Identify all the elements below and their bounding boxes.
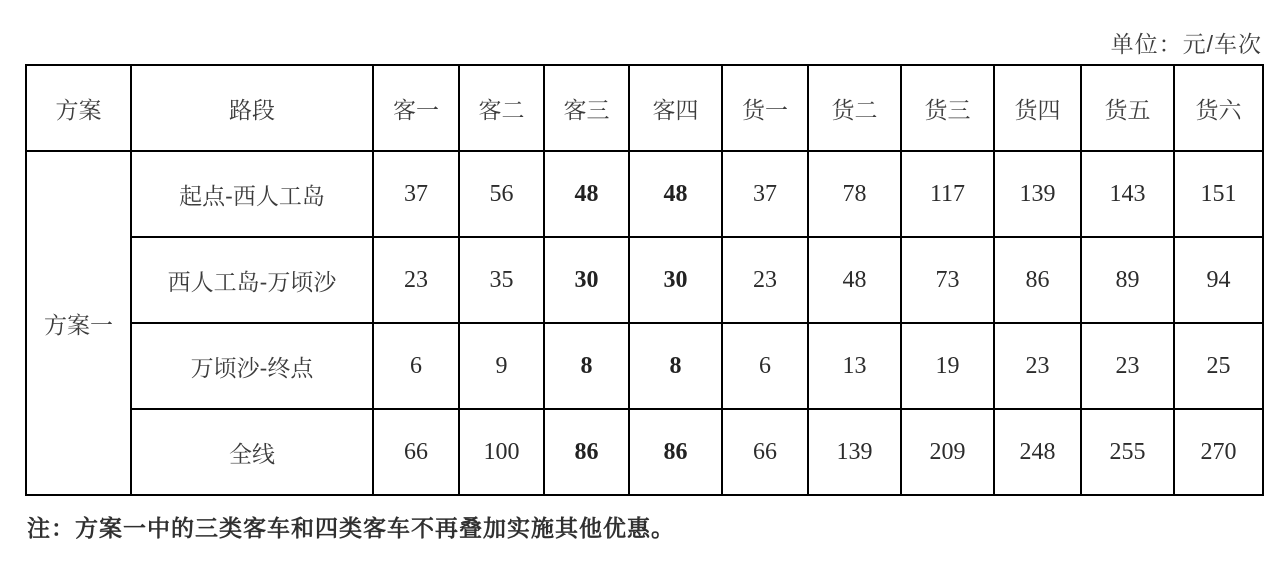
toll-value: 23 [1081,323,1174,409]
toll-value: 66 [722,409,808,495]
toll-value: 117 [901,151,994,237]
toll-value: 139 [994,151,1081,237]
table-row [26,151,1263,237]
segment-label: 起点-西人工岛 [131,151,373,237]
table-row [26,409,1263,495]
toll-value: 48 [808,237,901,323]
toll-value: 30 [544,237,629,323]
toll-value: 255 [1081,409,1174,495]
toll-value: 8 [629,323,722,409]
header-passenger-4: 客四 [629,65,722,151]
table-row [26,237,1263,323]
segment-label: 西人工岛-万顷沙 [131,237,373,323]
toll-value: 209 [901,409,994,495]
segment-label: 万顷沙-终点 [131,323,373,409]
header-passenger-1: 客一 [373,65,459,151]
header-freight-4: 货四 [994,65,1081,151]
header-freight-3: 货三 [901,65,994,151]
table-row [26,323,1263,409]
toll-value: 19 [901,323,994,409]
header-freight-5: 货五 [1081,65,1174,151]
toll-value: 48 [629,151,722,237]
toll-value: 8 [544,323,629,409]
toll-value: 37 [373,151,459,237]
toll-value: 100 [459,409,544,495]
toll-value: 6 [722,323,808,409]
toll-value: 73 [901,237,994,323]
footnote: 注：方案一中的三类客车和四类客车不再叠加实施其他优惠。 [27,515,675,542]
header-passenger-2: 客二 [459,65,544,151]
unit-label: 单位：元/车次 [1110,31,1262,57]
plan-merged-cell: 方案一 [26,151,131,495]
segment-label: 全线 [131,409,373,495]
header-segment: 路段 [131,65,373,151]
toll-value: 6 [373,323,459,409]
header-freight-6: 货六 [1174,65,1263,151]
toll-value: 139 [808,409,901,495]
toll-price-table [25,64,1264,496]
toll-value: 151 [1174,151,1263,237]
toll-value: 9 [459,323,544,409]
toll-value: 23 [722,237,808,323]
toll-value: 13 [808,323,901,409]
toll-value: 35 [459,237,544,323]
toll-value: 94 [1174,237,1263,323]
toll-value: 86 [629,409,722,495]
toll-value: 78 [808,151,901,237]
toll-value: 66 [373,409,459,495]
toll-value: 89 [1081,237,1174,323]
toll-value: 37 [722,151,808,237]
toll-value: 248 [994,409,1081,495]
table-header-row [26,65,1263,151]
toll-value: 86 [994,237,1081,323]
toll-value: 270 [1174,409,1263,495]
header-freight-2: 货二 [808,65,901,151]
header-passenger-3: 客三 [544,65,629,151]
header-plan: 方案 [26,65,131,151]
toll-value: 23 [373,237,459,323]
toll-value: 23 [994,323,1081,409]
toll-value: 86 [544,409,629,495]
toll-value: 143 [1081,151,1174,237]
toll-value: 25 [1174,323,1263,409]
toll-value: 48 [544,151,629,237]
header-freight-1: 货一 [722,65,808,151]
toll-value: 30 [629,237,722,323]
toll-value: 56 [459,151,544,237]
